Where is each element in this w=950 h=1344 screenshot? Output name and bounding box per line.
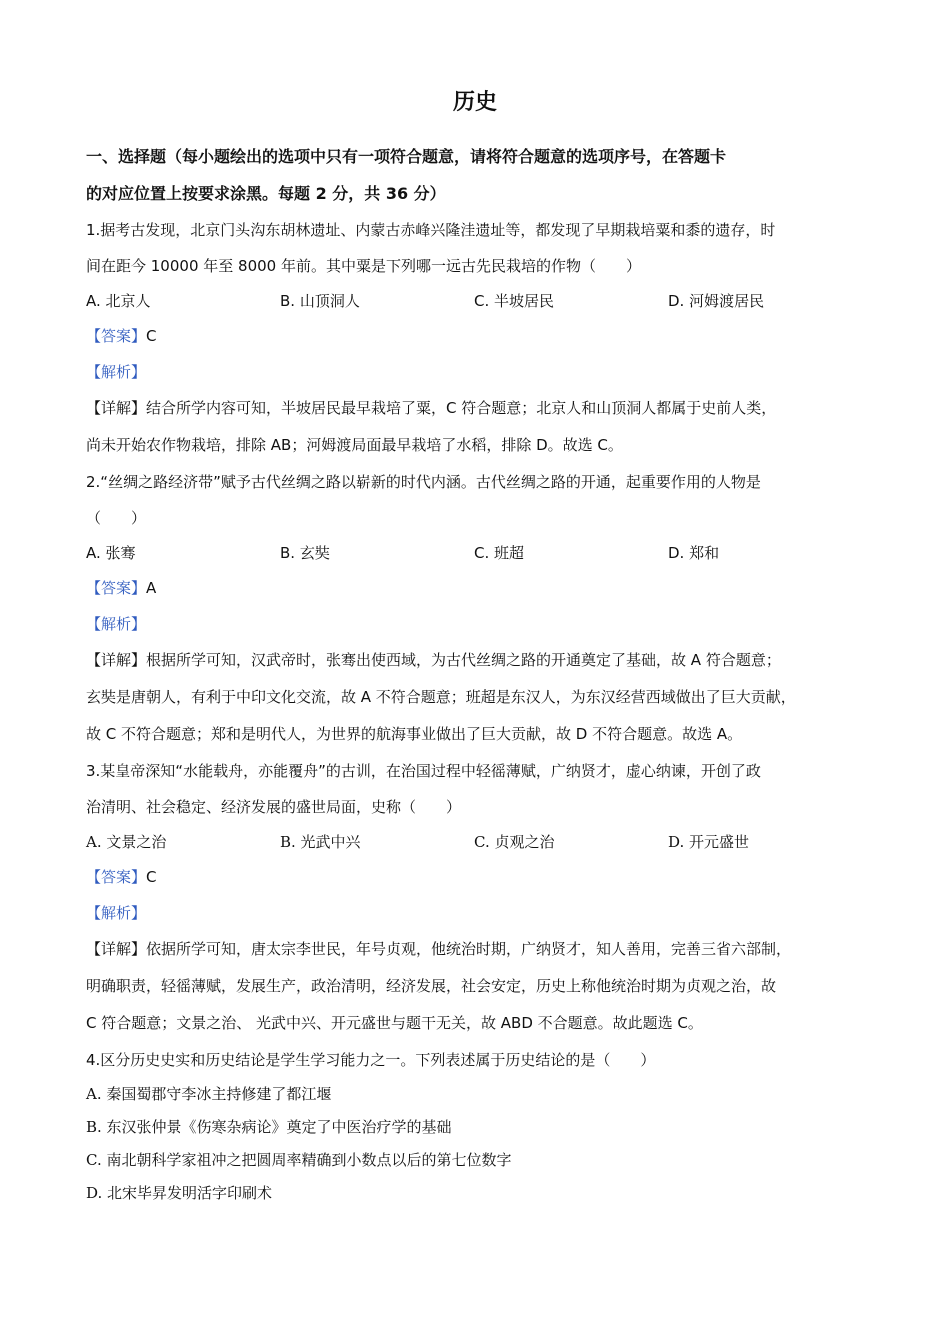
analysis-tag: 【解析】 xyxy=(86,615,147,633)
option-c: C. 南北朝科学家祖冲之把圆周率精确到小数点以后的第七位数字 xyxy=(86,1151,512,1169)
option-a: A. 秦国蜀郡守李冰主持修建了都江堰 xyxy=(86,1085,332,1103)
question-2 xyxy=(86,464,864,753)
option-row xyxy=(86,825,864,859)
detail-tag: 【详解】 xyxy=(86,651,147,669)
answer-value: C xyxy=(146,327,157,345)
option-d: D. 郑和 xyxy=(668,544,720,562)
option-c: C. 贞观之治 xyxy=(474,833,555,851)
analysis-line xyxy=(86,606,864,642)
section-heading-line: 的对应位置上按要求涂黑。每题 2 分，共 36 分） xyxy=(86,184,446,203)
detail-line xyxy=(86,931,864,968)
option-a: A. 文景之治 xyxy=(86,833,167,851)
analysis-line xyxy=(86,895,864,931)
answer-line xyxy=(86,859,864,895)
detail-line: C 符合题意；文景之治、 光武中兴、开元盛世与题干无关，故 ABD 不合题意。故此题选 C。 xyxy=(86,1014,703,1032)
section-heading-line: 一、选择题（每小题绘出的选项中只有一项符合题意，请将符合题意的选项序号，在答题卡 xyxy=(86,147,727,166)
question-stem-line: 2.“丝绸之路经济带”赋予古代丝绸之路以崭新的时代内涵。古代丝绸之路的开通，起重要作用的人物是 xyxy=(86,473,761,491)
detail-text: 依据所学可知，唐太宗李世民，年号贞观，他统治时期，广纳贤才，知人善用，完善三省六部制， xyxy=(146,940,792,958)
page-title: 历史 xyxy=(452,90,497,115)
question-stem-line: 4.区分历史史实和历史结论是学生学习能力之一。下列表述属于历史结论的是（ ） xyxy=(86,1051,656,1069)
answer-tag: 【答案】 xyxy=(86,868,147,886)
option-row xyxy=(86,284,864,318)
question-4 xyxy=(86,1042,864,1210)
detail-line: 尚未开始农作物栽培，排除 AB；河姆渡局面最早栽培了水稻，排除 D。故选 C。 xyxy=(86,436,623,454)
answer-tag: 【答案】 xyxy=(86,579,147,597)
answer-tag: 【答案】 xyxy=(86,327,147,345)
option-a: A. 北京人 xyxy=(86,292,151,310)
option-b: B. 光武中兴 xyxy=(280,833,361,851)
question-3 xyxy=(86,753,864,1042)
detail-text: 结合所学内容可知，半坡居民最早栽培了粟，C 符合题意；北京人和山顶洞人都属于史前人类， xyxy=(146,399,777,417)
option-b: B. 山顶洞人 xyxy=(280,292,360,310)
question-stem-line: 3.某皇帝深知“水能载舟，亦能覆舟”的古训，在治国过程中轻徭薄赋，广纳贤才，虚心纳谏，开创了政 xyxy=(86,762,761,780)
question-1 xyxy=(86,212,864,464)
answer-value: C xyxy=(146,868,157,886)
answer-line xyxy=(86,570,864,606)
option-b: B. 东汉张仲景《伤寒杂病论》奠定了中医治疗学的基础 xyxy=(86,1118,452,1136)
detail-line: 玄奘是唐朝人，有利于中印文化交流，故 A 不符合题意；班超是东汉人，为东汉经营西域做出了巨大贡献， xyxy=(86,688,796,706)
question-stem-line: （ ） xyxy=(86,509,147,527)
answer-value: A xyxy=(146,579,157,597)
option-list xyxy=(86,1078,864,1210)
option-a: A. 张骞 xyxy=(86,544,136,562)
question-stem-line: 间在距今 10000 年至 8000 年前。其中粟是下列哪一远古先民栽培的作物（ ） xyxy=(86,257,641,275)
option-d: D. 河姆渡居民 xyxy=(668,292,765,310)
analysis-line xyxy=(86,354,864,390)
option-c: C. 班超 xyxy=(474,544,525,562)
option-b: B. 玄奘 xyxy=(280,544,330,562)
section-heading xyxy=(86,138,864,212)
detail-tag: 【详解】 xyxy=(86,940,147,958)
question-stem-line: 治清明、社会稳定、经济发展的盛世局面，史称（ ） xyxy=(86,798,462,816)
detail-line: 故 C 不符合题意；郑和是明代人，为世界的航海事业做出了巨大贡献，故 D 不符合题意。故选 A。 xyxy=(86,725,743,743)
analysis-tag: 【解析】 xyxy=(86,904,147,922)
detail-line: 明确职责，轻徭薄赋，发展生产，政治清明，经济发展，社会安定，历史上称他统治时期为贞观之治，故 xyxy=(86,977,777,995)
answer-line xyxy=(86,318,864,354)
option-c: C. 半坡居民 xyxy=(474,292,555,310)
detail-line xyxy=(86,642,864,679)
option-row xyxy=(86,536,864,570)
option-d: D. 北宋毕昇发明活字印刷术 xyxy=(86,1184,273,1202)
detail-line xyxy=(86,390,864,427)
question-stem-line: 1.据考古发现，北京门头沟东胡林遗址、内蒙古赤峰兴隆洼遗址等，都发现了早期栽培粟和黍的遗存，时 xyxy=(86,221,776,239)
detail-text: 根据所学可知，汉武帝时，张骞出使西域，为古代丝绸之路的开通奠定了基础，故 A 符合题意； xyxy=(146,651,781,669)
analysis-tag: 【解析】 xyxy=(86,363,147,381)
detail-tag: 【详解】 xyxy=(86,399,147,417)
option-d: D. 开元盛世 xyxy=(668,833,750,851)
